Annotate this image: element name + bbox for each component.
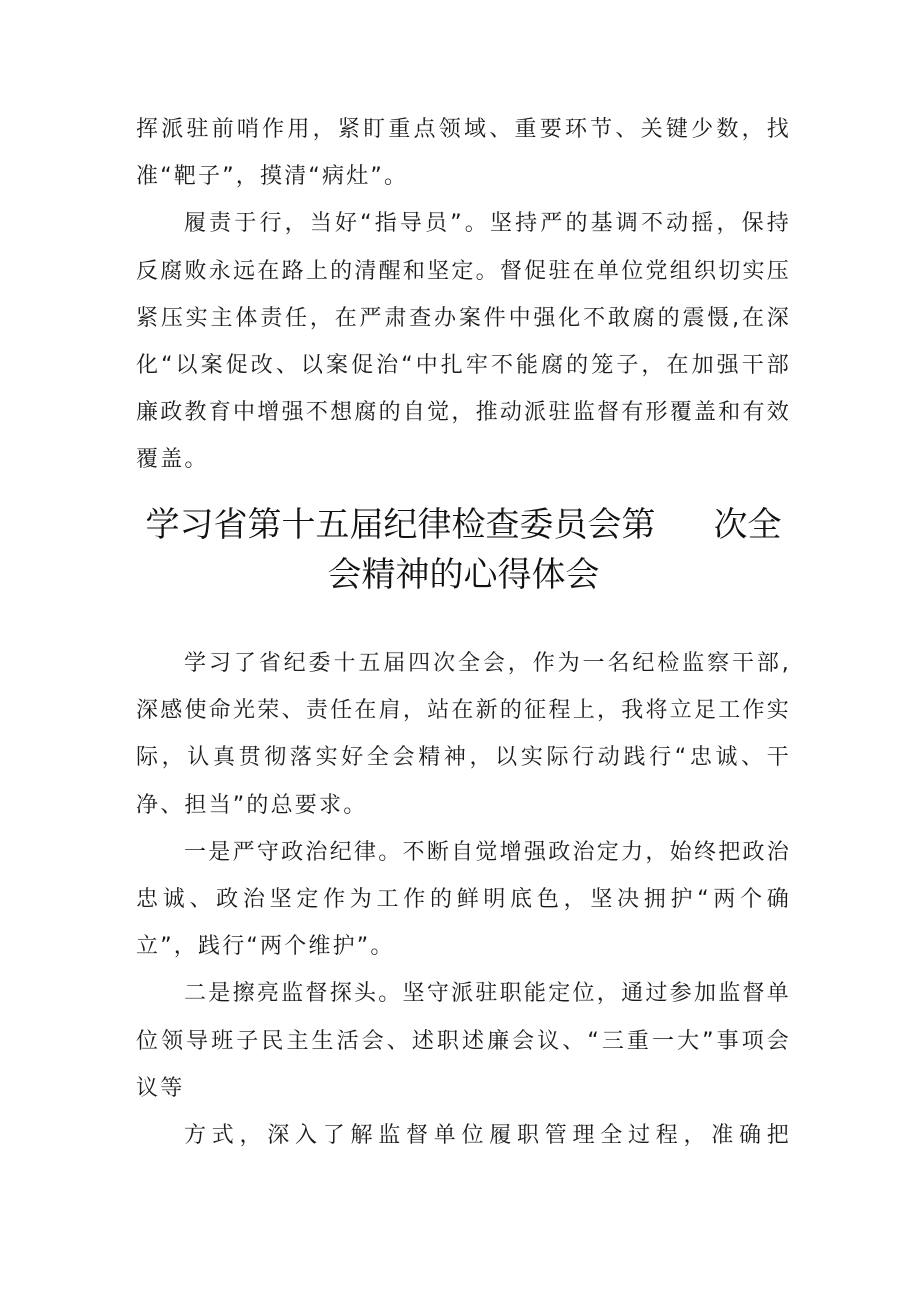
paragraph-discipline: 一是严守政治纪律。不断自觉增强政治定力，始终把政治忠诚、政治坚定作为工作的鲜明底色，坚决拥护“两个确立”，践行“两个维护”。	[136, 839, 791, 960]
paragraph-supervisor: 履责于行，当好“指导员”。坚持严的基调不动摇，保持反腐败永远在路上的清醒和坚定。督促驻在单位党组织切实压紧压实主体责任，在严肃查办案件中强化不敢腐的震慑,在深化“以案促改、以案促治“中扎牢不能腐的笼子，在加强干部廉政教育中增强不想腐的自觉，推动派驻监督有形覆盖和有效覆盖。	[136, 211, 791, 473]
title-part-2: 次全	[713, 505, 782, 545]
article-title	[136, 500, 791, 600]
paragraph-intro: 学习了省纪委十五届四次全会，作为一名纪检监察干部,深感使命光荣、责任在肩，站在新的征程上，我将立足工作实际，认真贯彻落实好全会精神，以实际行动践行“忠诚、干净、担当”的总要求。	[136, 651, 791, 818]
title-line-2: 会精神的心得体会	[327, 555, 600, 595]
paragraph-supervision-text: 二是擦亮监督探头。坚守派驻职能定位，通过参加监督单位领导班子民主生活会、述职述廉会议、“三重一大”事项会议等	[136, 981, 791, 1101]
paragraph-supervision-last-line: 方式，深入了解监督单位履职管理全过程，准确把	[184, 1123, 791, 1149]
title-part-1: 学习省第十五届纪律检查委员会第	[145, 505, 656, 545]
paragraph-continuation: 挥派驻前哨作用，紧盯重点领域、重要环节、关键少数，找准“靶子”，摸清“病灶”。	[136, 117, 791, 190]
top-section	[136, 106, 791, 484]
article-body	[136, 640, 791, 1159]
paragraph-supervision	[136, 970, 791, 1159]
